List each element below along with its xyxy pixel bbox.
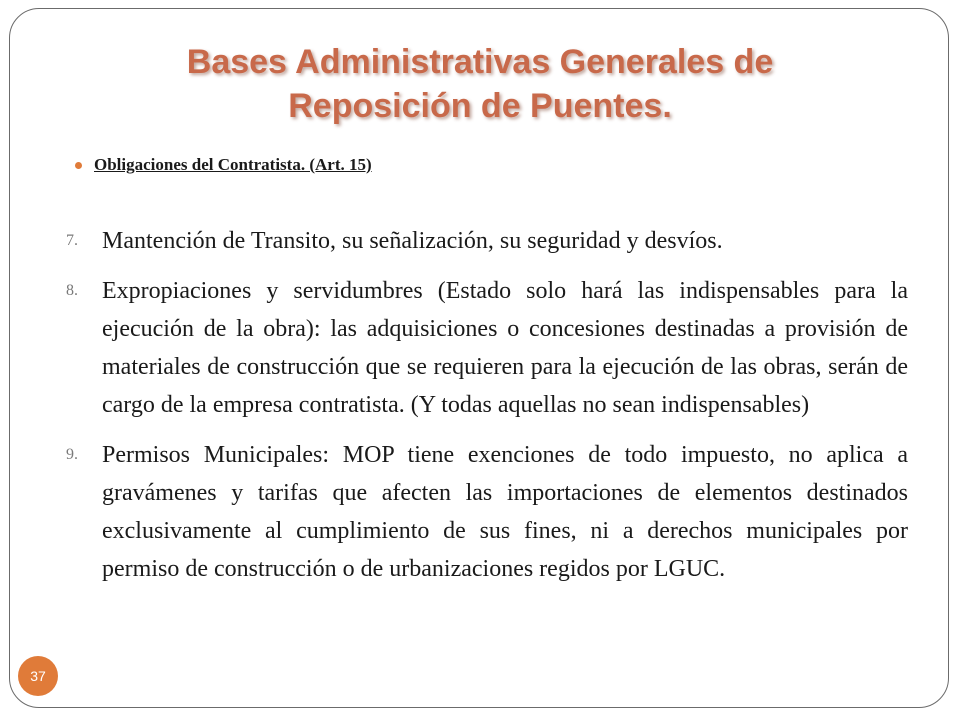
- list-item-text: Expropiaciones y servidumbres (Estado solo hará las indispensables para la ejecución de la obra): las adquisiciones o concesiones destinadas a provisión de materiales de construcción que se requieren para la ejecución de las obras, serán de cargo de la empresa contratista. (Y todas aquellas no sean indispensables): [102, 278, 908, 418]
- title-line-1: Bases Administrativas Generales de: [186, 43, 774, 81]
- list-item-number: 7.: [66, 232, 78, 249]
- bullet-dot-icon: [75, 162, 82, 169]
- section-heading: Obligaciones del Contratista. (Art. 15): [94, 155, 372, 174]
- list-item-number: 9.: [66, 446, 78, 463]
- list-item-text: Permisos Municipales: MOP tiene exenciones de todo impuesto, no aplica a gravámenes y tarifas que afecten las importaciones de elementos destinados exclusivamente al cumplimiento de sus fines, ni a derechos municipales por permiso de construcción o de urbanizaciones regidos por LGUC.: [102, 442, 908, 582]
- section-bullet: [75, 155, 372, 175]
- list-item: [66, 222, 908, 260]
- list-item-text: Mantención de Transito, su señalización, su seguridad y desvíos.: [102, 228, 723, 254]
- numbered-list: [66, 222, 908, 600]
- list-item: [66, 436, 908, 588]
- list-item: [66, 272, 908, 424]
- page-number-badge: 37: [18, 656, 58, 696]
- list-item-number: 8.: [66, 282, 78, 299]
- slide-title: [80, 40, 880, 128]
- title-line-2: Reposición de Puentes.: [288, 87, 672, 125]
